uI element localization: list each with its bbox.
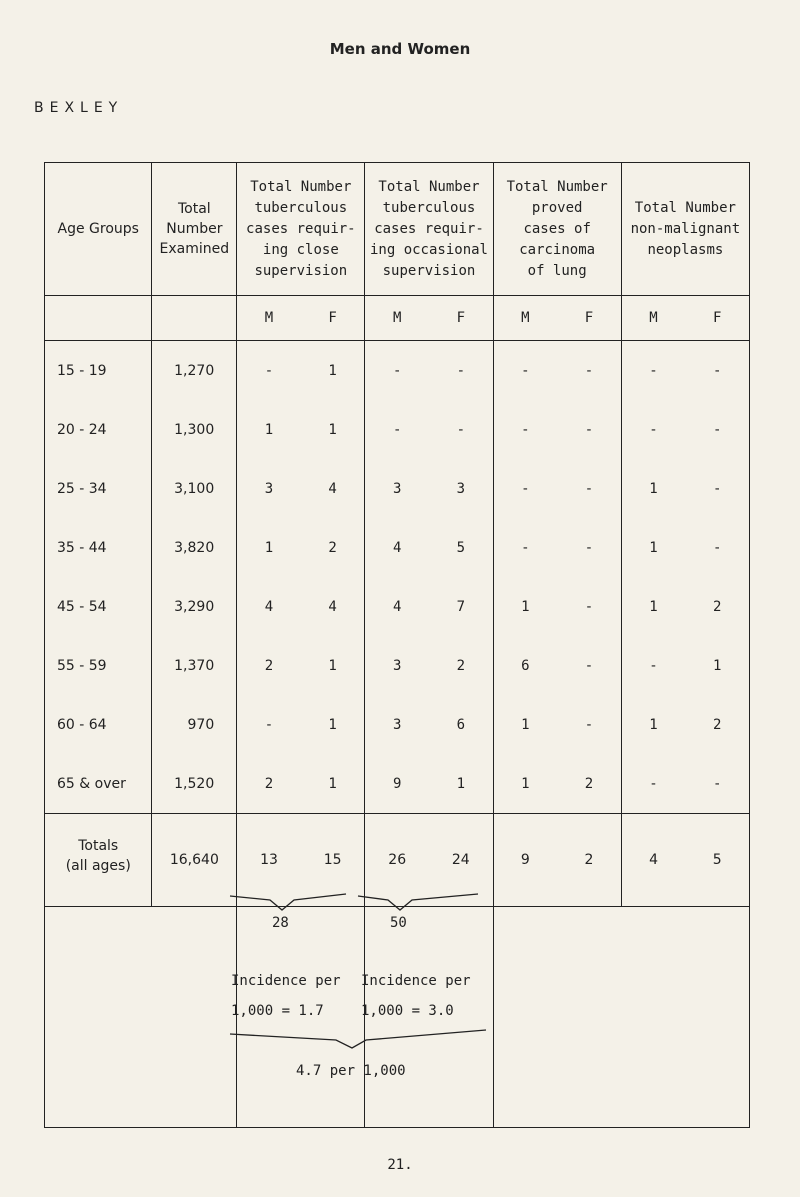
data-cell: - [584,716,594,733]
close-incidence: Incidence per 1,000 = 1.7 [231,973,341,1019]
data-cell: - [365,400,429,459]
data-cell: - [493,518,557,577]
data-cell: 1 [621,518,685,577]
data-cell: 3 [365,459,429,518]
data-cell: 1 [493,695,557,754]
data-cell: 1 [328,775,337,792]
data-cell: 1 [493,754,557,814]
data-cell: 2 [584,775,594,792]
data-cell: 2 [685,695,749,754]
data-cell: 9 [365,754,429,814]
close-supervision-header: Total Number tuberculous cases requir- ing close supervision [237,163,365,296]
data-cell: 1 [621,459,685,518]
data-cell: - [584,362,594,379]
data-cell: 1 [685,636,749,695]
close-total: 28 [272,915,289,931]
data-cell: - [456,421,465,438]
sex-label-m: M [365,296,429,341]
examined-cell: 3,820 [152,518,237,577]
totals-cell: 2 [557,814,621,907]
occasional-total: 50 [390,915,407,931]
examined-cell: 970 [152,695,237,754]
totals-cell: 24 [429,814,493,907]
data-cell: - [493,459,557,518]
sex-label-f: F [685,296,749,341]
sex-label-m: M [621,296,685,341]
totals-cell: 4 [621,814,685,907]
age-group-cell: 20 - 24 [45,400,152,459]
carcinoma-header: Total Number proved cases of carcinoma of lung [493,163,621,296]
neoplasms-header: Total Number non-malignant neoplasms [621,163,749,296]
data-cell: 1 [328,362,337,379]
data-cell: - [621,754,685,814]
totals-cell: 5 [685,814,749,907]
data-cell: 1 [328,657,337,674]
data-cell: - [237,341,301,401]
data-cell: - [584,421,594,438]
data-cell: 1 [237,518,301,577]
data-cell: 1 [493,577,557,636]
totals-cell: 9 [493,814,557,907]
combined-brace [230,1030,486,1048]
examined-cell: 1,370 [152,636,237,695]
data-cell: 3 [237,459,301,518]
data-cell: 4 [365,518,429,577]
data-cell: - [685,518,749,577]
combined-incidence: 4.7 per 1,000 [296,1063,406,1079]
data-cell: 1 [621,577,685,636]
examined-cell: 1,270 [152,341,237,401]
sex-label-m: M [237,296,301,341]
data-cell: 2 [328,539,337,556]
age-group-cell: 25 - 34 [45,459,152,518]
totals-cell: 13 [237,814,301,907]
data-cell: 3 [365,695,429,754]
totals-cell: 15 [301,814,365,907]
data-cell: 7 [456,598,465,615]
age-group-cell: 65 & over [45,754,152,814]
data-cell: - [584,598,594,615]
data-cell: - [584,539,594,556]
data-cell: 4 [237,577,301,636]
total-examined-header: Total Number Examined [152,163,237,296]
data-cell: 1 [328,421,337,438]
data-cell: - [685,754,749,814]
data-cell: - [685,459,749,518]
data-cell: - [621,400,685,459]
totals-examined: 16,640 [152,814,237,907]
examined-cell: 1,300 [152,400,237,459]
occasional-supervision-header: Total Number tuberculous cases requir- ing occasional supervision [365,163,493,296]
data-cell: - [685,400,749,459]
data-cell: 5 [456,539,465,556]
data-cell: 2 [685,577,749,636]
sex-label-m: M [493,296,557,341]
examined-cell: 3,100 [152,459,237,518]
data-cell: - [365,341,429,401]
data-cell: - [584,657,594,674]
age-group-cell: 60 - 64 [45,695,152,754]
age-group-cell: 15 - 19 [45,341,152,401]
data-cell: - [621,341,685,401]
data-cell: 2 [456,657,465,674]
page-title: Men and Women [329,40,471,58]
data-cell: 6 [456,716,465,733]
data-cell: 4 [328,598,337,615]
data-cell: 3 [456,480,465,497]
data-cell: - [621,636,685,695]
occasional-total-brace [358,894,478,910]
data-cell: 1 [237,400,301,459]
data-cell: 4 [365,577,429,636]
close-total-brace [230,894,346,910]
age-groups-header: Age Groups [45,163,152,296]
data-cell: - [493,400,557,459]
data-cell: - [493,341,557,401]
data-cell: 3 [365,636,429,695]
sex-label-f: F [429,296,493,341]
sex-label-f: F [557,296,621,341]
data-cell: 1 [621,695,685,754]
totals-cell: 26 [365,814,429,907]
data-cell: 6 [493,636,557,695]
examined-cell: 3,290 [152,577,237,636]
data-cell: 1 [328,716,337,733]
data-cell: - [584,480,594,497]
data-cell: - [237,695,301,754]
occasional-incidence: Incidence per 1,000 = 3.0 [361,973,471,1019]
data-cell: 2 [237,754,301,814]
totals-label: Totals (all ages) [45,814,152,907]
sex-label-f: F [301,296,365,341]
data-cell: 1 [456,775,465,792]
examined-cell: 1,520 [152,754,237,814]
data-cell: 4 [328,480,337,497]
age-group-cell: 45 - 54 [45,577,152,636]
data-cell: - [456,362,465,379]
district-name: BEXLEY [34,100,124,116]
page-number: 21. [387,1157,413,1173]
data-cell: 2 [237,636,301,695]
age-group-cell: 35 - 44 [45,518,152,577]
data-cell: - [685,341,749,401]
age-group-cell: 55 - 59 [45,636,152,695]
